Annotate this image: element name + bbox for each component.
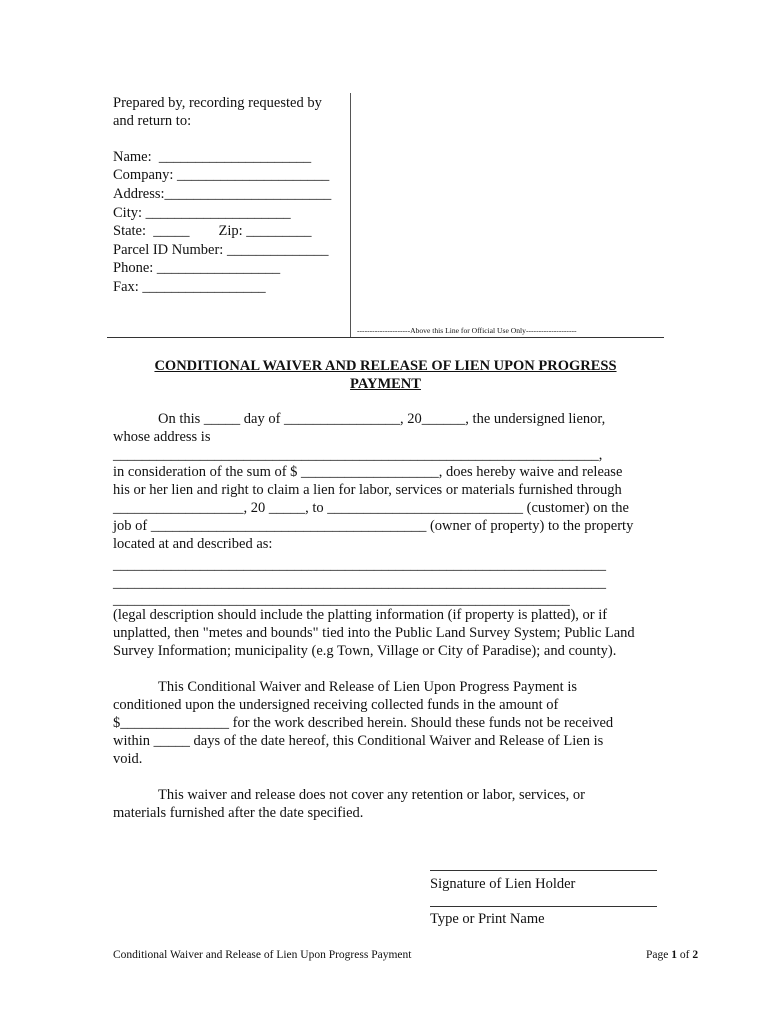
phone-field: Phone: _________________ — [113, 260, 281, 276]
para1-line-7: job of ______________________________________ (owner of property) to the property — [113, 518, 634, 534]
signature-line — [430, 870, 657, 871]
para2-line-1: This Conditional Waiver and Release of Lien Upon Progress Payment is — [158, 679, 577, 695]
footer-page-number — [646, 949, 698, 961]
official-use-line: ---------------------Above this Line for Official Use Only-------------------- — [357, 326, 577, 335]
page-of: of — [676, 949, 693, 961]
fax-field: Fax: _________________ — [113, 279, 266, 295]
address-field: Address:_______________________ — [113, 186, 332, 202]
company-field: Company: _____________________ — [113, 167, 330, 183]
state-zip-field: State: _____ Zip: _________ — [113, 223, 312, 239]
description-line-1: ____________________________________________________________________ — [113, 557, 606, 573]
legal-note-line-1: (legal description should include the platting information (if property is platted), or if — [113, 607, 608, 623]
para1-line-5: his or her lien and right to claim a lien for labor, services or materials furnished through — [113, 482, 622, 498]
para1-line-2: whose address is — [113, 429, 211, 445]
document-title-line-2: PAYMENT — [350, 376, 421, 392]
para1-line-8: located at and described as: — [113, 536, 273, 552]
para1-line-3: ___________________________________________________________________, — [113, 447, 603, 463]
prepared-by-line-1: Prepared by, recording requested by — [113, 95, 322, 111]
document-title-line-1: CONDITIONAL WAIVER AND RELEASE OF LIEN UPON PROGRESS — [154, 358, 617, 374]
description-line-2: ____________________________________________________________________ — [113, 575, 606, 591]
parcel-id-field: Parcel ID Number: ______________ — [113, 242, 329, 258]
print-name-label: Type or Print Name — [430, 911, 545, 927]
print-name-line — [430, 906, 657, 907]
para1-line-4: in consideration of the sum of $ ___________________, does hereby waive and release — [113, 464, 623, 480]
legal-note-line-3: Survey Information; municipality (e.g Town, Village or City of Paradise); and county). — [113, 643, 617, 659]
footer-document-title: Conditional Waiver and Release of Lien Upon Progress Payment — [113, 949, 412, 961]
para2-line-5: void. — [113, 751, 143, 767]
city-field: City: ____________________ — [113, 205, 291, 221]
para2-line-3: $_______________ for the work described herein. Should these funds not be received — [113, 715, 614, 731]
para3-line-2: materials furnished after the date specified. — [113, 805, 364, 821]
para1-line-6: __________________, 20 _____, to ___________________________ (customer) on the — [113, 500, 629, 516]
header-divider-horizontal — [107, 337, 664, 338]
para2-line-4: within _____ days of the date hereof, this Conditional Waiver and Release of Lien is — [113, 733, 604, 749]
description-line-3: _______________________________________________________________ — [113, 592, 570, 608]
name-field: Name: _____________________ — [113, 149, 312, 165]
page-prefix: Page — [646, 949, 672, 961]
para3-line-1: This waiver and release does not cover any retention or labor, services, or — [158, 787, 586, 803]
para2-line-2: conditioned upon the undersigned receiving collected funds in the amount of — [113, 697, 559, 713]
para1-line-1: On this _____ day of ________________, 20______, the undersigned lienor, — [158, 411, 606, 427]
page-current: 1 — [671, 949, 677, 961]
prepared-by-line-2: and return to: — [113, 113, 192, 129]
header-divider-vertical — [350, 93, 351, 337]
page-total: 2 — [692, 949, 699, 961]
legal-note-line-2: unplatted, then "metes and bounds" tied into the Public Land Survey System; Public Land — [113, 625, 635, 641]
signature-label: Signature of Lien Holder — [430, 876, 576, 892]
